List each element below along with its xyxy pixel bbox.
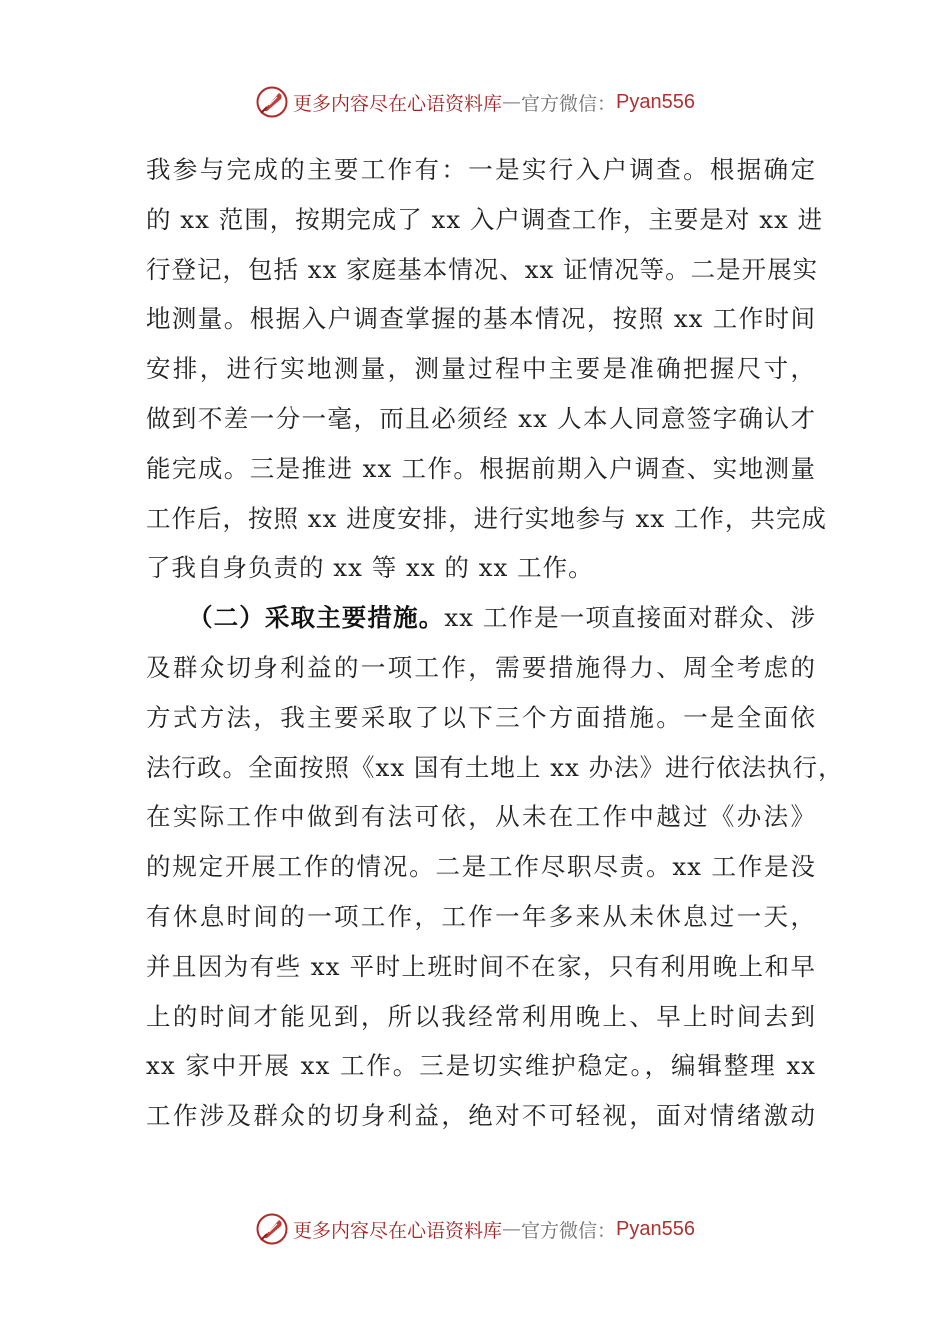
body-line: 做到不差一分一毫，而且必须经 xx 人本人同意签字确认才 (146, 403, 816, 433)
body-line: xx 家中开展 xx 工作。三是切实维护稳定。，编辑整理 xx (146, 1051, 816, 1081)
body-line: 方式方法，我主要采取了以下三个方面措施。一是全面依 (146, 702, 816, 732)
banner-title: 更多内容尽在心语资料库 (293, 92, 503, 115)
section-heading: （二）采取主要措施。 (188, 603, 445, 633)
body-line: 的 xx 范围，按期完成了 xx 入户调查工作，主要是对 xx 进 (146, 204, 824, 234)
section-heading-line (146, 593, 816, 643)
document-body (146, 145, 844, 1141)
body-line: 我参与完成的主要工作有：一是实行入户调查。根据确定 (146, 155, 816, 184)
footer-banner-wechat-id: Pyan556 (616, 1217, 695, 1240)
body-line: 并且因为有些 xx 平时上班时间不在家，只有利用晚上和早 (146, 951, 816, 981)
body-line: 了我自身负责的 xx 等 xx 的 xx 工作。 (146, 553, 594, 583)
body-line: 工作后，按照 xx 进度安排，进行实地参与 xx 工作，共完成 (146, 503, 827, 533)
footer-banner-title: 更多内容尽在心语资料库 (293, 1219, 503, 1242)
body-line: 地测量。根据入户调查掌握的基本情况，按照 xx 工作时间 (146, 304, 816, 334)
body-line: 的规定开展工作的情况。二是工作尽职尽责。xx 工作是没 (146, 852, 816, 882)
body-line: 安排，进行实地测量，测量过程中主要是准确把握尺寸， (146, 354, 816, 384)
header-banner (0, 82, 950, 122)
footer-banner (0, 1209, 950, 1249)
banner-separator: — (502, 91, 522, 113)
body-line: 法行政。全面按照《xx 国有土地上 xx 办法》进行依法执行， (146, 752, 844, 782)
body-line: 有休息时间的一项工作，工作一年多来从未休息过一天， (146, 901, 816, 931)
footer-banner-separator: — (502, 1218, 522, 1240)
body-line: 上的时间才能见到，所以我经常利用晚上、早上时间去到 (146, 1001, 816, 1031)
body-line: 能完成。三是推进 xx 工作。根据前期入户调查、实地测量 (146, 453, 816, 483)
banner-wechat-id: Pyan556 (616, 90, 695, 113)
banner-wechat-label: 官方微信： (521, 92, 617, 115)
body-line: 在实际工作中做到有法可依，从未在工作中越过《办法》 (146, 802, 816, 832)
body-line: 及群众切身利益的一项工作，需要措施得力、周全考虑的 (146, 652, 816, 682)
quill-logo-icon (255, 85, 289, 119)
quill-logo-icon (255, 1212, 289, 1246)
body-line: 行登记，包括 xx 家庭基本情况、xx 证情况等。二是开展实 (146, 254, 819, 284)
footer-banner-wechat-label: 官方微信： (521, 1219, 617, 1242)
body-line-rest: xx 工作是一项直接面对群众、涉 (444, 603, 817, 633)
body-line: 工作涉及群众的切身利益，绝对不可轻视，面对情绪激动 (146, 1101, 816, 1131)
